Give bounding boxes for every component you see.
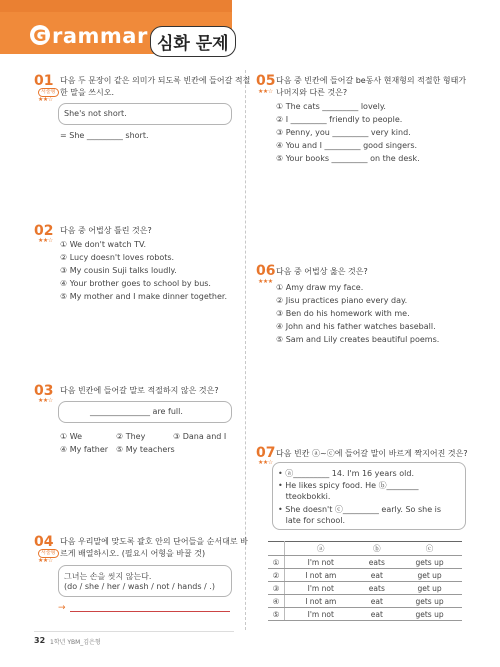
sentence-box-text: She's not short. <box>64 109 127 118</box>
option-5[interactable]: ⑤ Your books _________ on the desk. <box>276 154 420 163</box>
question-text: 다음 빈칸에 들어갈 말로 적절하지 않은 것은? <box>60 386 219 395</box>
table-row[interactable] <box>268 569 462 582</box>
option-1[interactable]: ① We <box>60 432 83 441</box>
option-5[interactable]: ⑤ My mother and I make dinner together. <box>60 292 227 301</box>
sentence-box-text: _______________ are full. <box>90 407 183 416</box>
table-row[interactable] <box>268 582 462 595</box>
question-text: 다음 두 문장이 같은 의미가 되도록 빈칸에 들어갈 적절 <box>60 76 251 85</box>
table-cell: eats <box>357 556 398 569</box>
difficulty-stars: ★★☆ <box>38 397 53 404</box>
answer-line[interactable] <box>70 611 230 612</box>
difficulty-stars: ★★☆ <box>38 237 53 244</box>
question-text-cont: 한 말을 쓰시오. <box>60 88 114 97</box>
question-number: 06 <box>256 263 276 279</box>
table-header-cell <box>268 542 285 556</box>
table-cell: get up <box>397 582 462 595</box>
option-4[interactable]: ④ You and I _________ good singers. <box>276 141 418 150</box>
option-1[interactable]: ① The cats _________ lovely. <box>276 102 386 111</box>
option-3[interactable]: ③ Ben do his homework with me. <box>276 309 410 318</box>
prompt-words: (do / she / her / wash / not / hands / .) <box>64 582 215 591</box>
footer-divider <box>34 631 234 632</box>
table-cell: gets up <box>397 595 462 608</box>
difficulty-stars: ★★☆ <box>38 96 53 103</box>
table-row[interactable] <box>268 608 462 621</box>
question-number: 04 <box>34 534 54 550</box>
header-band <box>0 0 232 12</box>
option-1[interactable]: ① Amy draw my face. <box>276 283 364 292</box>
difficulty-stars: ★★★ <box>258 278 273 285</box>
option-3[interactable]: ③ Dana and I <box>173 432 227 441</box>
grammar-logo-text: rammar <box>52 24 148 48</box>
option-4[interactable]: ④ My father <box>60 445 109 454</box>
question-text-cont: 르게 배열하시오. (필요시 어형을 바꿀 것) <box>60 549 206 558</box>
box-line-1: • ⓐ_________ 14. I'm 16 years old. <box>278 469 414 478</box>
box-line-5: late for school. <box>278 516 346 525</box>
table-row[interactable] <box>268 595 462 608</box>
section-subtitle: 심화 문제 <box>150 26 236 57</box>
descriptive-badge: 서술형 <box>38 88 59 97</box>
answer-table <box>268 541 462 621</box>
difficulty-stars: ★★☆ <box>258 88 273 95</box>
table-cell: I'm not <box>285 582 357 595</box>
table-cell: eat <box>357 569 398 582</box>
option-2[interactable]: ② Jisu practices piano every day. <box>276 296 408 305</box>
table-cell: get up <box>397 569 462 582</box>
table-cell: gets up <box>397 608 462 621</box>
row-number: ④ <box>268 595 285 608</box>
table-header-cell: ⓐ <box>285 542 357 556</box>
question-number: 01 <box>34 73 54 89</box>
question-text: 다음 중 어법상 옳은 것은? <box>276 267 368 276</box>
question-text: 다음 중 빈칸에 들어갈 be동사 현재형의 적절한 형태가 <box>276 76 467 85</box>
row-number: ② <box>268 569 285 582</box>
table-cell: I not am <box>285 569 357 582</box>
question-number: 07 <box>256 445 276 461</box>
grammar-logo-letter: G <box>30 25 50 45</box>
box-line-4: • She doesn't ⓒ_________ early. So she is <box>278 505 442 514</box>
table-cell: I'm not <box>285 556 357 569</box>
answer-line-text[interactable]: = She _________ short. <box>60 131 149 140</box>
option-4[interactable]: ④ Your brother goes to school by bus. <box>60 279 211 288</box>
question-text: 다음 우리말에 맞도록 괄호 안의 단어들을 순서대로 바 <box>60 537 248 546</box>
page-number: 32 <box>34 636 46 645</box>
difficulty-stars: ★★☆ <box>38 557 53 564</box>
table-cell: eat <box>357 595 398 608</box>
option-1[interactable]: ① We don't watch TV. <box>60 240 147 249</box>
option-2[interactable]: ② Lucy doesn't loves robots. <box>60 253 175 262</box>
box-line-3: tteokbokki. <box>278 492 331 501</box>
row-number: ③ <box>268 582 285 595</box>
option-5[interactable]: ⑤ My teachers <box>116 445 175 454</box>
question-text: 다음 중 어법상 틀린 것은? <box>60 226 152 235</box>
table-cell: I not am <box>285 595 357 608</box>
option-2[interactable]: ② I _________ friendly to people. <box>276 115 403 124</box>
descriptive-badge: 서술형 <box>38 549 59 558</box>
table-header-row <box>268 542 462 556</box>
option-3[interactable]: ③ Penny, you _________ very kind. <box>276 128 411 137</box>
footer-source: 1학년 YBM_김은형 <box>50 639 101 646</box>
table-header-cell: ⓑ <box>357 542 398 556</box>
question-number: 03 <box>34 383 54 399</box>
table-cell: I'm not <box>285 608 357 621</box>
table-header-cell: ⓒ <box>397 542 462 556</box>
table-cell: gets up <box>397 556 462 569</box>
prompt-korean: 그녀는 손을 씻지 않는다. <box>64 572 152 581</box>
table-cell: eats <box>357 582 398 595</box>
question-number: 05 <box>256 73 276 89</box>
option-5[interactable]: ⑤ Sam and Lily creates beautiful poems. <box>276 335 440 344</box>
question-text: 다음 빈칸 ⓐ~ⓒ에 들어갈 말이 바르게 짝지어진 것은? <box>276 449 468 458</box>
answer-arrow: → <box>58 603 66 613</box>
row-number: ① <box>268 556 285 569</box>
row-number: ⑤ <box>268 608 285 621</box>
table-cell: eat <box>357 608 398 621</box>
option-3[interactable]: ③ My cousin Suji talks loudly. <box>60 266 177 275</box>
question-number: 02 <box>34 223 54 239</box>
difficulty-stars: ★★☆ <box>258 459 273 466</box>
question-text-cont: 나머지와 다른 것은? <box>276 88 348 97</box>
option-4[interactable]: ④ John and his father watches baseball. <box>276 322 436 331</box>
table-row[interactable] <box>268 556 462 569</box>
box-line-2: • He likes spicy food. He ⓑ________ <box>278 481 419 490</box>
option-2[interactable]: ② They <box>116 432 146 441</box>
